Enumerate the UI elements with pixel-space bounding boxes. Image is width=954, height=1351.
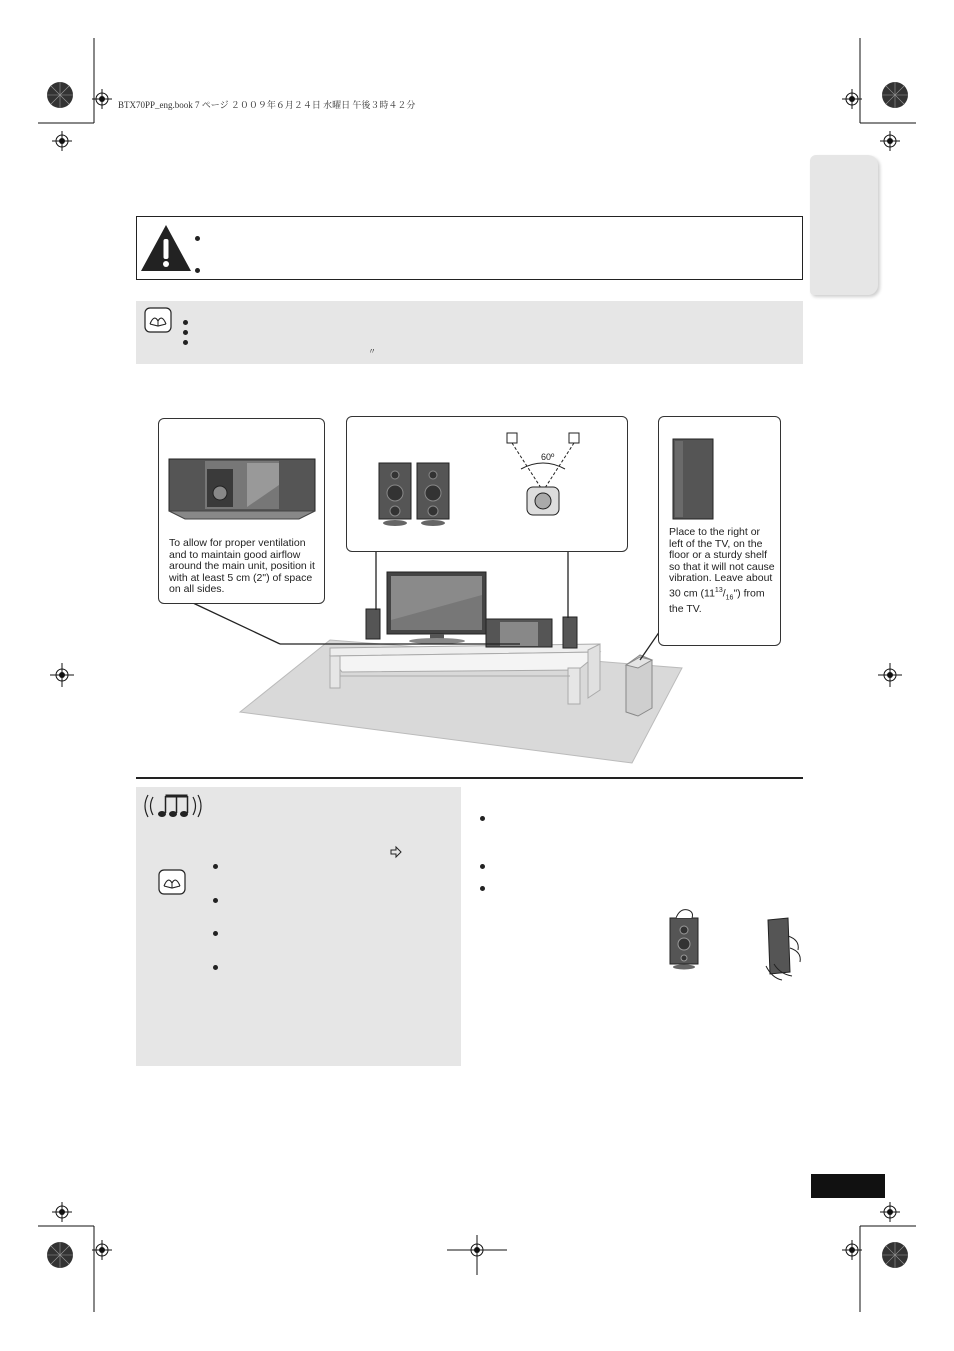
- main-unit-callout: [158, 418, 325, 604]
- main-unit-illustration: [167, 455, 317, 525]
- arrow-right-icon: [390, 847, 402, 857]
- music-notes-icon: [140, 791, 206, 821]
- note-stray-mark: 〃: [368, 347, 376, 356]
- tips-bullet: [213, 965, 218, 970]
- speaker-grille-removal-illustration: [664, 908, 704, 970]
- page-number-tab: [811, 1174, 885, 1198]
- tips-box: [136, 787, 461, 1066]
- front-speakers-callout: [346, 416, 628, 552]
- note-book-icon: [158, 869, 186, 895]
- subwoofer-frac-num: 13: [714, 586, 723, 594]
- body-bullet: [480, 864, 485, 869]
- tips-bullet: [213, 931, 218, 936]
- subwoofer-callout: [658, 416, 781, 646]
- subwoofer-illustration: [671, 437, 717, 523]
- section-divider: [136, 777, 803, 779]
- subwoofer-callout-text: Place to the right or left of the TV, on the floor or a sturdy shelf so that it will not cause vibration. Leave about 30 cm $(11^{13}/_{16}")$ from the TV.: [669, 526, 775, 615]
- subwoofer-text-end: ") from the TV.: [669, 587, 765, 615]
- body-bullet: [480, 886, 485, 891]
- body-bullet: [480, 816, 485, 821]
- tips-bullet: [213, 898, 218, 903]
- speaker-grille-attach-illustration: [760, 916, 804, 982]
- tips-bullet: [213, 864, 218, 869]
- listening-angle-diagram: [497, 429, 587, 519]
- subwoofer-frac-den: 16: [725, 594, 734, 602]
- listening-angle-label: 60º: [541, 452, 555, 462]
- main-unit-callout-text: To allow for proper ventilation and to maintain good airflow around the main unit, position it with at least 5 cm (2") of space on all sides.: [169, 537, 315, 595]
- subwoofer-text-main: Place to the right or left of the TV, on the floor or a sturdy shelf so that it will not cause vibration. Leave about 30 cm (11: [669, 526, 775, 599]
- speaker-pair-illustration: [377, 461, 452, 527]
- file-header-line: BTX70PP_eng.book 7 ページ ２００９年６月２４日 水曜日 午後３時４２分: [118, 100, 416, 110]
